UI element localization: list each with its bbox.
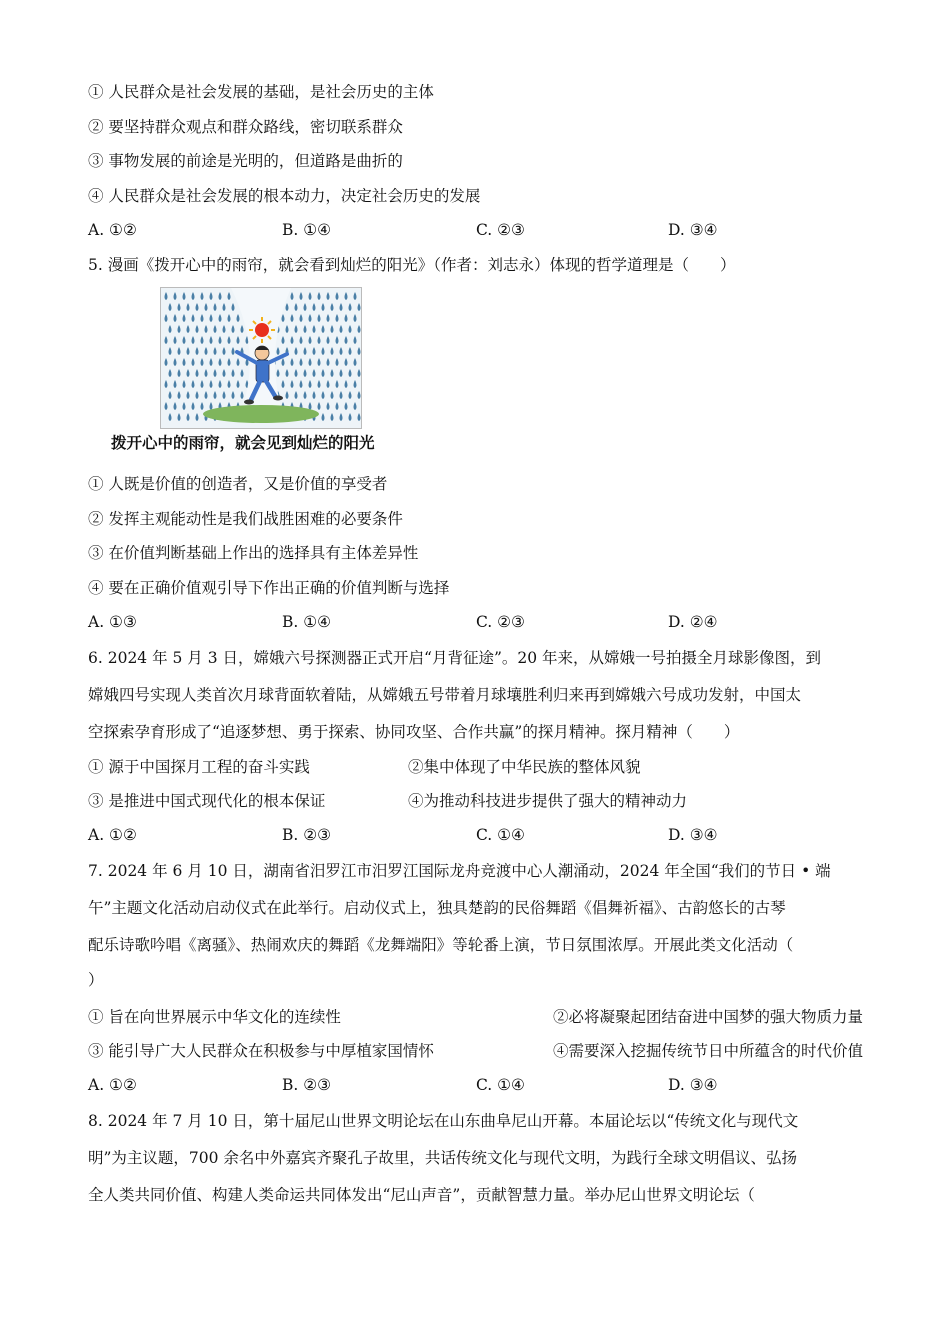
q4-item-2: ② 要坚持群众观点和群众路线，密切联系群众	[88, 118, 403, 136]
q7-item-1: ① 旨在向世界展示中华文化的连续性	[88, 1008, 341, 1026]
q6-item-2: ②集中体现了中华民族的整体风貌	[408, 758, 641, 776]
q4-option-c: C. ②③	[476, 221, 525, 239]
q4-options	[88, 220, 868, 240]
q5-option-b: B. ①④	[282, 613, 332, 631]
q6-option-d: D. ③④	[668, 826, 718, 844]
q6-item-3: ③ 是推进中国式现代化的根本保证	[88, 792, 326, 810]
q5-item-1: ① 人既是价值的创造者，又是价值的享受者	[88, 475, 388, 493]
q7-stem-line-3: 配乐诗歌吟唱《离骚》、热闹欢庆的舞蹈《龙舞端阳》等轮番上演，节日氛围浓厚。开展此类文化活动（	[88, 936, 794, 954]
q6-item-1: ① 源于中国探月工程的奋斗实践	[88, 758, 310, 776]
q5-item-4: ④ 要在正确价值观引导下作出正确的价值判断与选择	[88, 579, 450, 597]
q6-items-row-2	[88, 791, 863, 811]
q5-option-d: D. ②④	[668, 613, 718, 631]
q7-item-3: ③ 能引导广大人民群众在积极参与中厚植家国情怀	[88, 1042, 434, 1060]
q6-item-4: ④为推动科技进步提供了强大的精神动力	[408, 792, 688, 810]
q8-stem-line-1: 8. 2024 年 7 月 10 日，第十届尼山世界文明论坛在山东曲阜尼山开幕。本届论坛以“传统文化与现代文	[88, 1112, 799, 1130]
q5-option-c: C. ②③	[476, 613, 525, 631]
q4-item-1: ① 人民群众是社会发展的基础，是社会历史的主体	[88, 83, 434, 101]
q5-item-3: ③ 在价值判断基础上作出的选择具有主体差异性	[88, 544, 419, 562]
q4-item-3: ③ 事物发展的前途是光明的，但道路是曲折的	[88, 152, 403, 170]
q4-item-4: ④ 人民群众是社会发展的根本动力，决定社会历史的发展	[88, 187, 481, 205]
q7-items-row-1	[88, 1007, 863, 1027]
q7-option-d: D. ③④	[668, 1076, 718, 1094]
q6-option-b: B. ②③	[282, 826, 332, 844]
q7-option-b: B. ②③	[282, 1076, 332, 1094]
q7-item-2: ②必将凝聚起团结奋进中国梦的强大物质力量	[552, 1008, 863, 1026]
q6-options	[88, 825, 868, 845]
q4-option-d: D. ③④	[668, 221, 718, 239]
cartoon-caption: 拨开心中的雨帘，就会见到灿烂的阳光	[111, 434, 375, 452]
q6-option-c: C. ①④	[476, 826, 525, 844]
q6-stem-line-1: 6. 2024 年 5 月 3 日，嫦娥六号探测器正式开启“月背征途”。20 年来，从嫦娥一号拍摄全月球影像图，到	[88, 649, 822, 667]
q7-stem-line-4: ）	[88, 971, 104, 989]
q6-stem-line-2: 嫦娥四号实现人类首次月球背面软着陆，从嫦娥五号带着月球壤胜利归来再到嫦娥六号成功发射，中国太	[88, 686, 802, 704]
q6-items-row-1	[88, 757, 863, 777]
q7-stem-line-2: 午”主题文化活动启动仪式在此举行。启动仪式上，独具楚韵的民俗舞蹈《倡舞祈福》、古韵悠长的古琴	[88, 899, 786, 917]
q5-stem: 5. 漫画《拨开心中的雨帘，就会看到灿烂的阳光》（作者：刘志永）体现的哲学道理是（ ）	[88, 256, 736, 274]
q7-option-a: A. ①②	[88, 1076, 137, 1094]
q7-stem-line-1: 7. 2024 年 6 月 10 日，湖南省汨罗江市汨罗江国际龙舟竞渡中心人潮涌动，2024 年全国“我们的节日 • 端	[88, 862, 831, 880]
q6-stem-line-3: 空探索孕育形成了“追逐梦想、勇于探索、协同攻坚、合作共赢”的探月精神。探月精神（ ）	[88, 723, 740, 741]
q8-stem-line-2: 明”为主议题，700 余名中外嘉宾齐聚孔子故里，共话传统文化与现代文明，为践行全球文明倡议、弘扬	[88, 1149, 797, 1167]
q4-option-a: A. ①②	[88, 221, 137, 239]
q6-option-a: A. ①②	[88, 826, 137, 844]
q7-item-4: ④需要深入挖掘传统节日中所蕴含的时代价值	[552, 1042, 863, 1060]
q5-item-2: ② 发挥主观能动性是我们战胜困难的必要条件	[88, 510, 403, 528]
q7-option-c: C. ①④	[476, 1076, 525, 1094]
q5-option-a: A. ①③	[88, 613, 137, 631]
cartoon-illustration	[161, 288, 361, 428]
q4-option-b: B. ①④	[282, 221, 332, 239]
q7-options	[88, 1075, 868, 1095]
q5-options	[88, 612, 868, 632]
q7-items-row-2	[88, 1041, 863, 1061]
rain-curtain-cartoon	[160, 287, 362, 429]
q8-stem-line-3: 全人类共同价值、构建人类命运共同体发出“尼山声音”，贡献智慧力量。举办尼山世界文明论坛（	[88, 1186, 755, 1204]
